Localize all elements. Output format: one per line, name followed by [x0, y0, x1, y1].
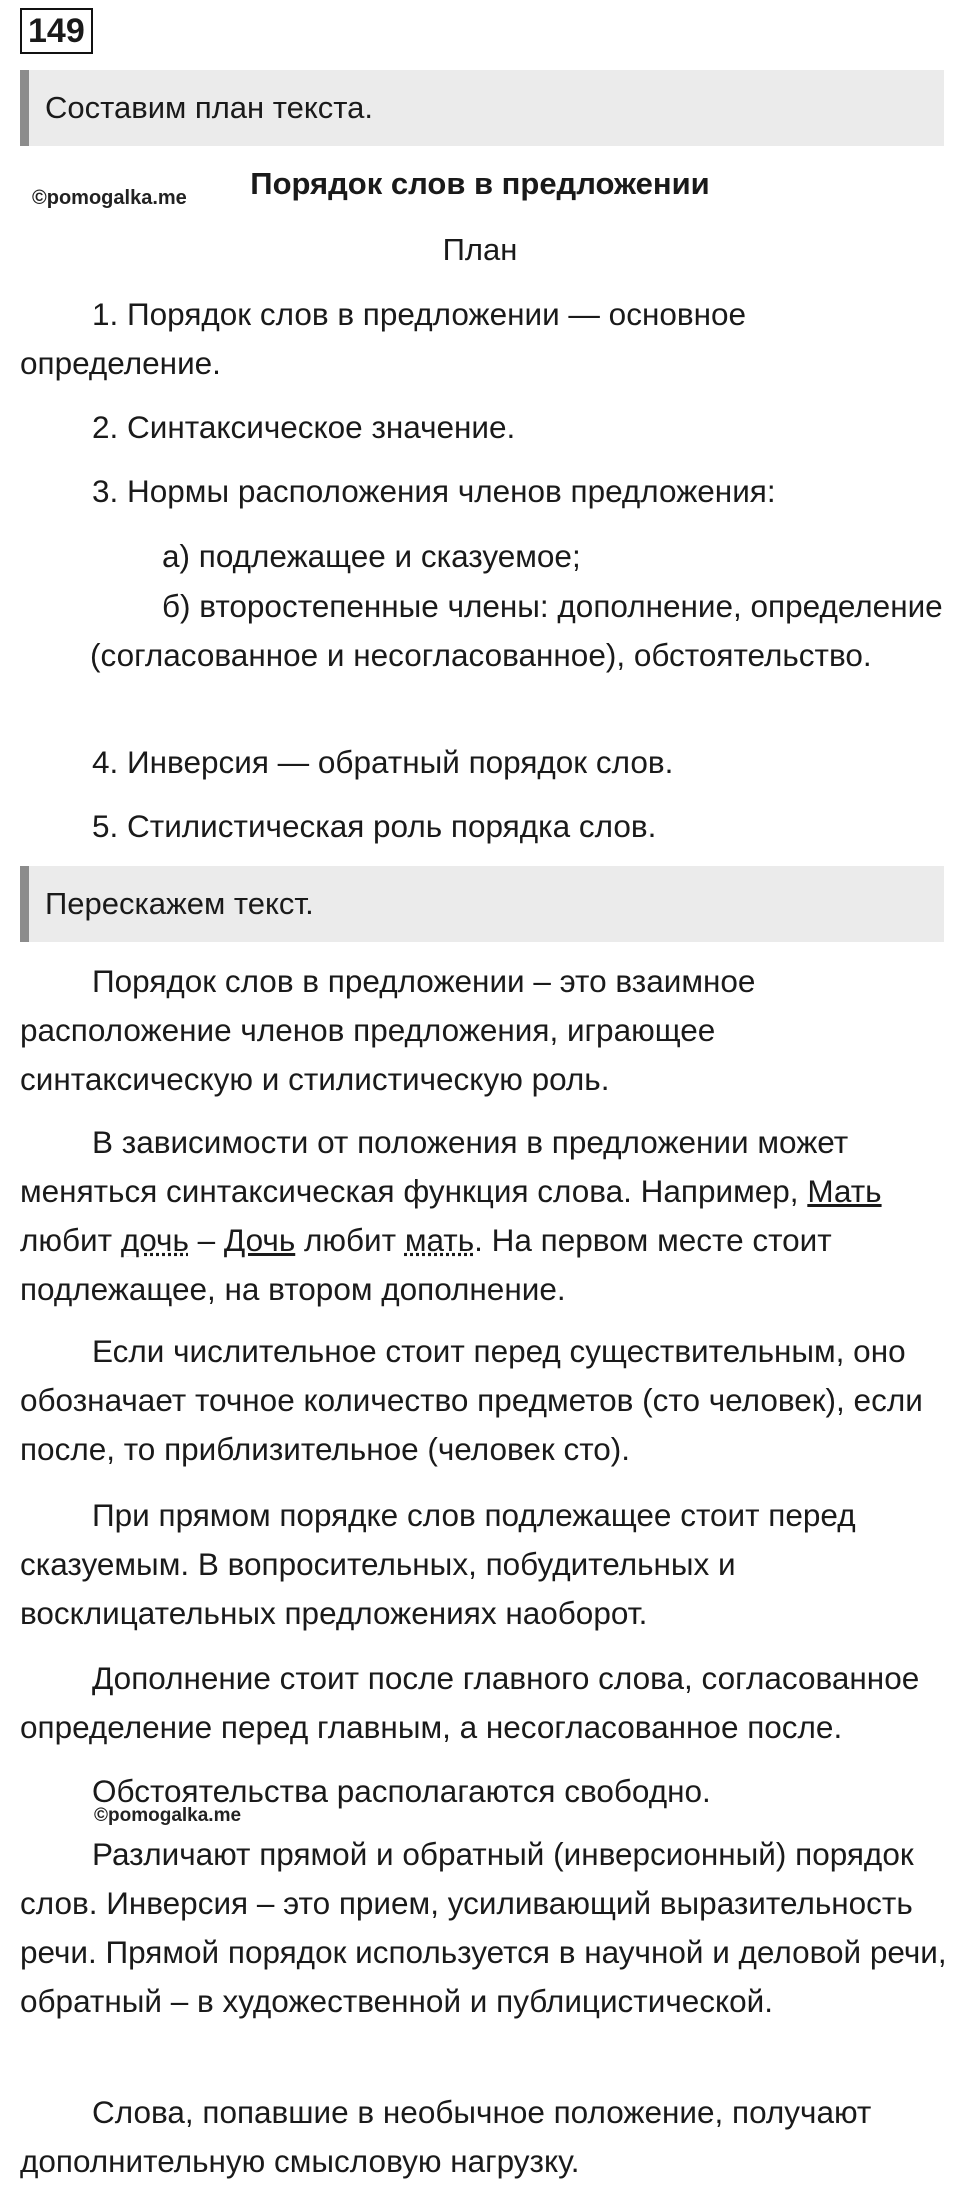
plan-item-1: 1. Порядок слов в предложении — основное определение. [20, 296, 747, 381]
retell-paragraph-2: В зависимости от положения в предложении может меняться синтаксическая функция слова. Например, Мать любит дочь – Дочь любит мать. На первом месте стоит подлежащее, на втором дополнение. [20, 1124, 882, 1307]
word-subject-mat: Мать [807, 1173, 882, 1209]
task-number: 149 [20, 8, 93, 54]
retell-paragraph-8: Слова, попавшие в необычное положение, получают дополнительную смысловую нагрузку. [20, 2094, 872, 2179]
retell-paragraph-3: Если числительное стоит перед существительным, оно обозначает точное количество предметов (сто человек), если после, то приблизительное (человек сто). [20, 1333, 923, 1467]
section-banner-plan: Составим план текста. [20, 70, 944, 146]
plan-item-3: 3. Нормы расположения членов предложения: [92, 473, 776, 509]
watermark: ©pomogalka.me [32, 187, 187, 209]
retell-paragraph-4: При прямом порядке слов подлежащее стоит перед сказуемым. В вопросительных, побудительных и восклицательных предложениях наоборот. [20, 1497, 856, 1631]
plan-heading: План [442, 232, 518, 267]
plan-item-3a: а) подлежащее и сказуемое; [162, 538, 581, 574]
plan-item-2: 2. Синтаксическое значение. [92, 409, 516, 445]
word-object-mat: мать [404, 1222, 475, 1258]
plan-item-5: 5. Стилистическая роль порядка слов. [92, 808, 657, 844]
plan-item-4: 4. Инверсия — обратный порядок слов. [92, 744, 674, 780]
retell-paragraph-1: Порядок слов в предложении – это взаимное расположение членов предложения, играющее синтаксическую и стилистическую роль. [20, 963, 756, 1097]
word-object-doch: дочь [120, 1222, 189, 1258]
retell-paragraph-6: Обстоятельства располагаются свободно. [92, 1773, 711, 1809]
section-banner-retell: Перескажем текст. [20, 866, 944, 942]
word-subject-doch: Дочь [223, 1222, 296, 1258]
plan-item-3b: б) второстепенные члены: дополнение, определение (согласованное и несогласованное), обстоятельство. [90, 588, 943, 673]
retell-paragraph-7: Различают прямой и обратный (инверсионный) порядок слов. Инверсия – это прием, усиливающий выразительность речи. Прямой порядок используется в научной и деловой речи, обратный – в художественной и публицистической. [20, 1836, 947, 2019]
text-title: Порядок слов в предложении [250, 166, 710, 201]
retell-paragraph-5: Дополнение стоит после главного слова, согласованное определение перед главным, а несогласованное после. [20, 1660, 920, 1745]
watermark-2: ©pomogalka.me [94, 1805, 242, 1826]
